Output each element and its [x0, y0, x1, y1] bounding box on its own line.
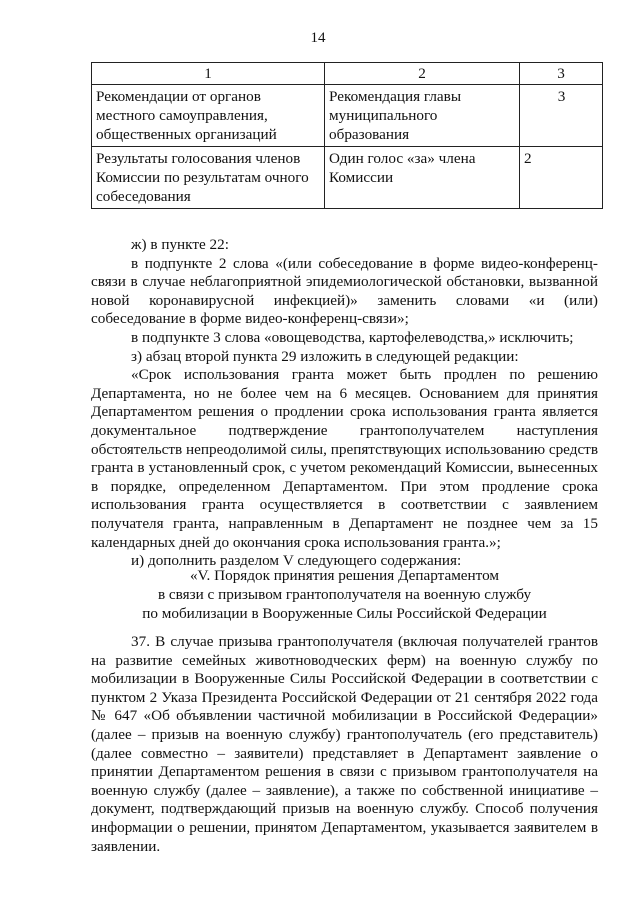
- table-cell-criterion: Рекомендация главы муниципального образования: [325, 85, 520, 147]
- page-number: 14: [310, 30, 326, 46]
- paragraph: в подпункте 2 слова «(или собеседование в форме видео-конференц-связи в случае неблагоприятной эпидемиологической обстановки, вызванной новой коронавирусной инфекцией)» заменить словами «и (или) собеседование в форме видео-конференц-связи»;: [91, 254, 598, 328]
- paragraph: ж) в пункте 22:: [131, 236, 229, 253]
- table-header-row: [92, 63, 603, 85]
- table-row: [92, 85, 603, 147]
- paragraph: «Срок использования гранта может быть продлен по решению Департамента, но не более чем на 6 месяцев. Основанием для принятия Департаментом решения о продлении срока использования гранта является документальное подтверждение грантополучателем наступления обстоятельств непреодолимой силы, препятствующих использованию средств гранта в установленный срок, с учетом рекомендаций Комиссии, вынесенных в порядке, определенном Департаментом. При этом продление срока использования гранта осуществляется в соответствии с заявлением получателя гранта, направленным в Департамент не позднее чем за 15 календарных дней до окончания срока использования гранта.»;: [91, 366, 598, 551]
- paragraph: и) дополнить разделом V следующего содержания:: [131, 552, 462, 570]
- table-cell-source: Рекомендации от органов местного самоуправления, общественных организаций: [92, 85, 325, 147]
- table-cell-criterion: Один голос «за» члена Комиссии: [325, 147, 520, 209]
- table-cell-score: 2: [520, 147, 603, 209]
- table-cell-source: Результаты голосования членов Комиссии по результатам очного собеседования: [92, 147, 325, 209]
- paragraph: 37. В случае призыва грантополучателя (включая получателей грантов на развитие семейных животноводческих ферм) на военную службу по мобилизации в Вооруженные Силы Российской Федерации в соответствии с пунктом 2 Указа Президента Российской Федерации от 21 сентября 2022 года № 647 «Об объявлении частичной мобилизации в Российской Федерации» (далее – призыв на военную службу) грантополучатель (его представитель) (далее совместно – заявители) представляет в Департамент заявление о принятии Департаментом решения в связи с призывом грантополучателя на военную службу (далее – заявление), а также по собственной инициативе – документ, подтверждающий призыв на военную службу. Способ получения информации о решении, принятом Департаментом, указывается заявителем в заявлении.: [91, 633, 598, 855]
- table-row: [92, 147, 603, 209]
- table-cell-score: 3: [520, 85, 603, 147]
- paragraph-37: [91, 633, 598, 856]
- criteria-table: [91, 62, 603, 209]
- paragraph: з) абзац второй пункта 29 изложить в следующей редакции:: [131, 347, 519, 365]
- amendments-text: [91, 236, 598, 571]
- section-title-line: по мобилизации в Вооруженные Силы Российской Федерации: [142, 604, 547, 622]
- table-header-cell: 2: [325, 63, 520, 85]
- table-header-cell: 1: [92, 63, 325, 85]
- section-title-line: «V. Порядок принятия решения Департаментом: [189, 567, 500, 584]
- section-title-line: в связи с призывом грантополучателя на военную службу: [157, 585, 532, 603]
- paragraph: в подпункте 3 слова «овощеводства, картофелеводства,» исключить;: [131, 328, 574, 346]
- table-header-cell: 3: [520, 63, 603, 85]
- section-title: [91, 567, 598, 623]
